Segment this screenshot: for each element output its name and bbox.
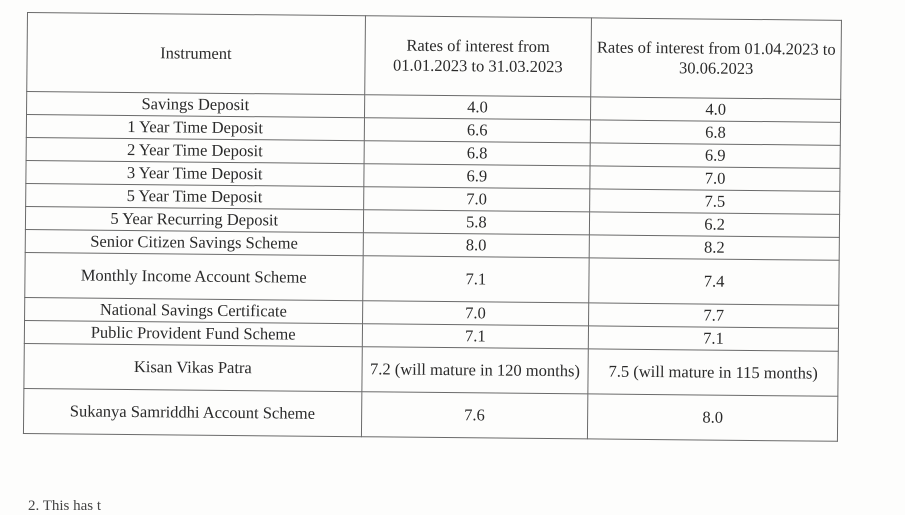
rate-q4-cell: 4.0 <box>364 95 591 120</box>
instrument-cell: 5 Year Time Deposit <box>26 183 364 209</box>
header-rate-apr-jun-2023: Rates of interest from 01.04.2023 to 30.06.2023 <box>591 18 841 99</box>
rate-q4-cell: 6.8 <box>364 141 591 166</box>
rate-q4-cell: 6.9 <box>363 164 590 189</box>
rate-q1-cell: 7.7 <box>589 303 839 328</box>
rate-q4-cell: 7.6 <box>361 392 588 439</box>
rate-q4-cell: 7.0 <box>362 301 589 326</box>
table-row <box>24 343 838 396</box>
rate-q1-cell: 7.4 <box>589 258 839 305</box>
instrument-cell: Senior Citizen Savings Scheme <box>25 229 363 255</box>
rate-q4-cell: 7.1 <box>362 324 589 349</box>
instrument-cell: 5 Year Recurring Deposit <box>25 206 363 232</box>
instrument-cell: Savings Deposit <box>27 92 365 118</box>
rate-q1-cell: 6.9 <box>590 143 840 168</box>
instrument-cell: Monthly Income Account Scheme <box>25 252 363 300</box>
instrument-cell: 1 Year Time Deposit <box>26 115 364 141</box>
rate-q4-cell: 7.0 <box>363 187 590 212</box>
rate-q4-cell: 7.2 (will mature in 120 months) <box>361 347 588 394</box>
instrument-cell: Sukanya Samriddhi Account Scheme <box>23 388 361 436</box>
rate-q1-cell: 7.0 <box>590 166 840 191</box>
rate-q4-cell: 6.6 <box>364 118 591 143</box>
interest-rates-table <box>23 12 842 442</box>
rate-q1-cell: 6.8 <box>591 120 841 145</box>
rate-q4-cell: 5.8 <box>363 210 590 235</box>
rate-q1-cell: 7.5 <box>590 189 840 214</box>
rate-q1-cell: 7.5 (will mature in 115 months) <box>588 349 838 396</box>
table-row <box>25 252 839 305</box>
header-instrument: Instrument <box>27 13 365 95</box>
instrument-cell: Kisan Vikas Patra <box>24 343 362 391</box>
rate-q4-cell: 8.0 <box>363 233 590 258</box>
rate-q1-cell: 7.1 <box>589 326 839 351</box>
instrument-cell: National Savings Certificate <box>25 297 363 323</box>
rate-q1-cell: 8.2 <box>589 235 839 260</box>
instrument-cell: 2 Year Time Deposit <box>26 137 364 163</box>
rate-q1-cell: 8.0 <box>588 394 838 441</box>
table-row <box>23 388 837 441</box>
instrument-cell: 3 Year Time Deposit <box>26 160 364 186</box>
instrument-cell: Public Provident Fund Scheme <box>24 320 362 346</box>
partial-paragraph-text: 2. This has t <box>28 498 102 514</box>
rate-q1-cell: 4.0 <box>591 97 841 122</box>
rate-q1-cell: 6.2 <box>590 212 840 237</box>
header-rate-jan-mar-2023: Rates of interest from 01.01.2023 to 31.03.2023 <box>364 16 591 97</box>
rate-q4-cell: 7.1 <box>362 256 589 303</box>
table-header-row <box>27 13 842 100</box>
